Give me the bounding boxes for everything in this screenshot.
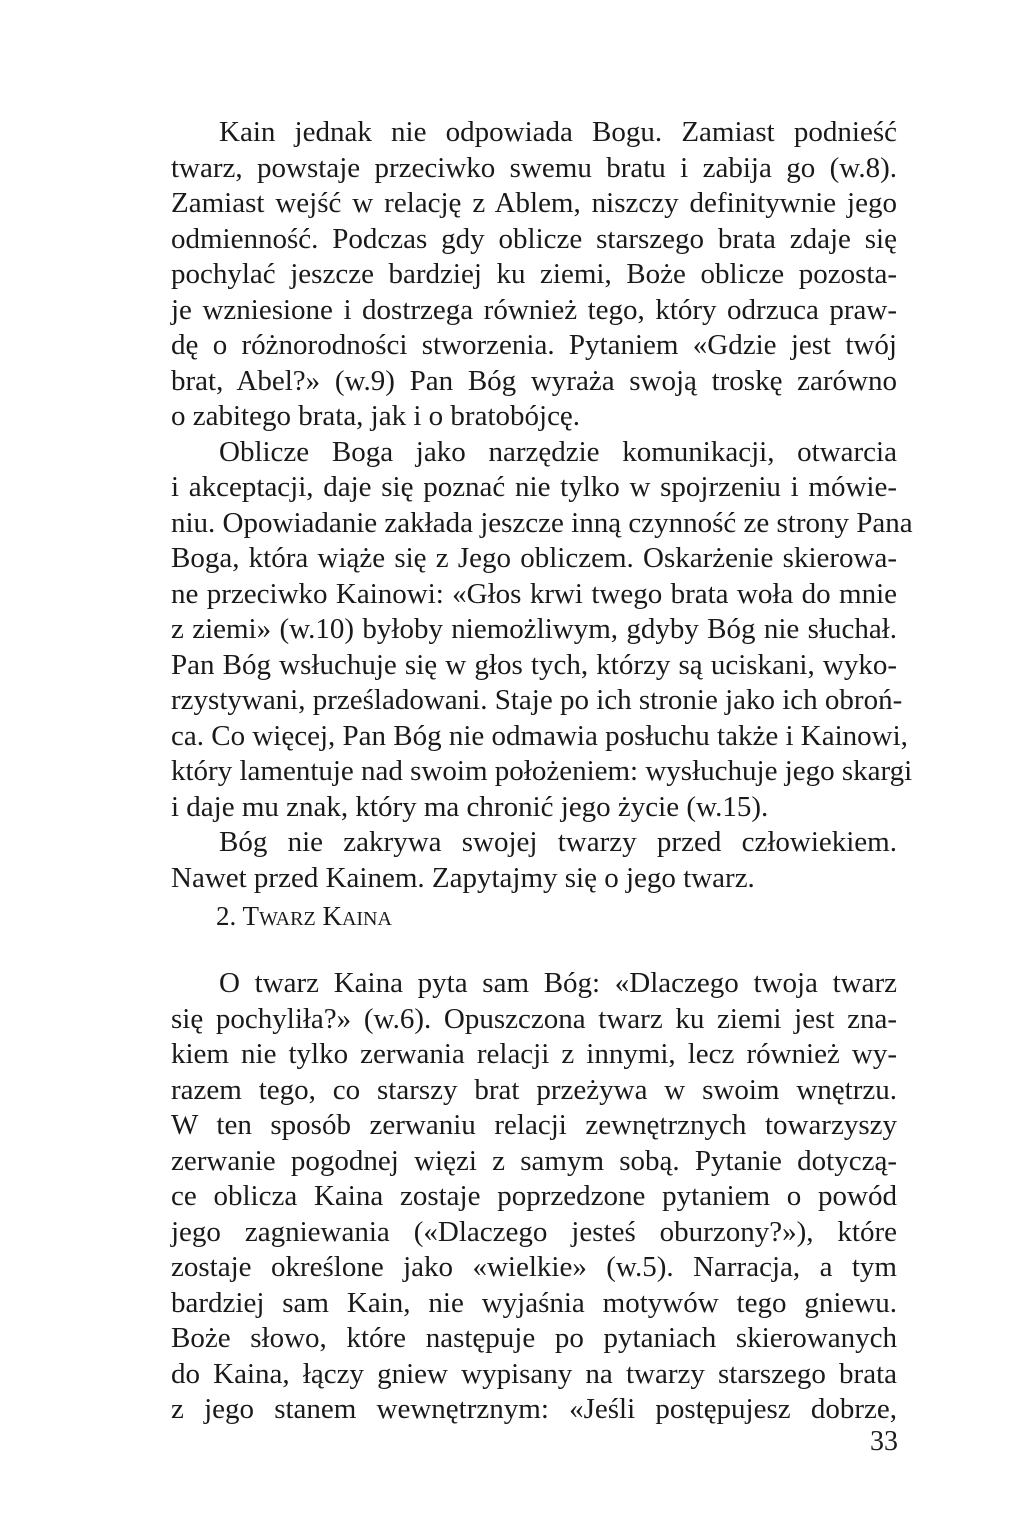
- text-line: i daje mu znak, który ma chronić jego życie (w.15).: [171, 790, 769, 823]
- section-title: TWARZ KAINA: [242, 901, 392, 931]
- text-line: który lamentuje nad swoim położeniem: wysłuchuje jego skargi: [171, 755, 913, 787]
- text-line: zostaje określone jako «wielkie» (w.5). Narracja, a tym: [171, 1251, 897, 1283]
- text-line: z ziemi» (w.10) byłoby niemożliwym, gdyby Bóg nie słuchał.: [171, 613, 897, 645]
- text-line: rzystywani, prześladowani. Staje po ich stronie jako ich obroń-: [171, 684, 903, 716]
- text-line: W ten sposób zerwaniu relacji zewnętrznych towarzyszy: [171, 1109, 897, 1141]
- text-line: niu. Opowiadanie zakłada jeszcze inną czynność ze strony Pana: [171, 506, 913, 539]
- body-text-top: [171, 115, 913, 896]
- text-line: pochylać jeszcze bardziej ku ziemi, Boże oblicze pozosta-: [171, 258, 897, 290]
- text-line: zerwanie pogodnej więzi z samym sobą. Pytanie dotyczą-: [171, 1144, 897, 1177]
- text-line: ne przeciwko Kainowi: «Głos krwi twego brata woła do mnie: [171, 577, 897, 610]
- page-number: 33: [870, 1426, 898, 1457]
- text-line: jego zagniewania («Dlaczego jesteś oburzony?»), które: [171, 1215, 897, 1248]
- body-text-bottom: [171, 966, 897, 1428]
- text-line: odmienność. Podczas gdy oblicze starszego brata zdaje się: [171, 222, 897, 255]
- text-line: Bóg nie zakrywa swojej twarzy przed człowiekiem.: [219, 826, 897, 858]
- text-line: bardziej sam Kain, nie wyjaśnia motywów tego gniewu.: [171, 1286, 897, 1319]
- text-line: Kain jednak nie odpowiada Bogu. Zamiast podnieść: [219, 116, 897, 148]
- text-line: O twarz Kaina pyta sam Bóg: «Dlaczego twoja twarz: [219, 967, 897, 999]
- text-line: je wzniesione i dostrzega również tego, który odrzuca praw-: [171, 293, 897, 326]
- text-line: razem tego, co starszy brat przeżywa w swoim wnętrzu.: [171, 1073, 897, 1106]
- text-line: dę o różnorodności stworzenia. Pytaniem «Gdzie jest twój: [171, 329, 897, 361]
- section-heading: [216, 898, 392, 937]
- section-number: 2.: [216, 901, 237, 931]
- text-line: Zamiast wejść w relację z Ablem, niszczy definitywnie jego: [171, 187, 897, 219]
- text-line: Boga, która wiąże się z Jego obliczem. Oskarżenie skierowa-: [171, 542, 897, 574]
- text-line: twarz, powstaje przeciwko swemu bratu i zabija go (w.8).: [171, 151, 897, 184]
- text-line: Boże słowo, które następuje po pytaniach skierowanych: [171, 1322, 897, 1354]
- text-line: ce oblicza Kaina zostaje poprzedzone pytaniem o powód: [171, 1180, 897, 1212]
- text-line: o zabitego brata, jak i o bratobójcę.: [171, 400, 581, 432]
- text-line: i akceptacji, daje się poznać nie tylko w spojrzeniu i mówie-: [171, 471, 897, 503]
- text-line: brat, Abel?» (w.9) Pan Bóg wyraża swoją troskę zarówno: [171, 364, 897, 397]
- text-line: z jego stanem wewnętrznym: «Jeśli postępujesz dobrze,: [171, 1393, 897, 1425]
- text-line: do Kaina, łączy gniew wypisany na twarzy starszego brata: [171, 1357, 897, 1390]
- text-line: się pochyliła?» (w.6). Opuszczona twarz ku ziemi jest zna-: [171, 1002, 897, 1035]
- text-line: kiem nie tylko zerwania relacji z innymi, lecz również wy-: [171, 1038, 897, 1070]
- text-line: Oblicze Boga jako narzędzie komunikacji, otwarcia: [219, 435, 897, 468]
- text-line: ca. Co więcej, Pan Bóg nie odmawia posłuchu także i Kainowi,: [171, 719, 908, 752]
- text-line: Nawet przed Kainem. Zapytajmy się o jego twarz.: [171, 861, 755, 894]
- text-line: Pan Bóg wsłuchuje się w głos tych, którzy są uciskani, wyko-: [171, 648, 897, 681]
